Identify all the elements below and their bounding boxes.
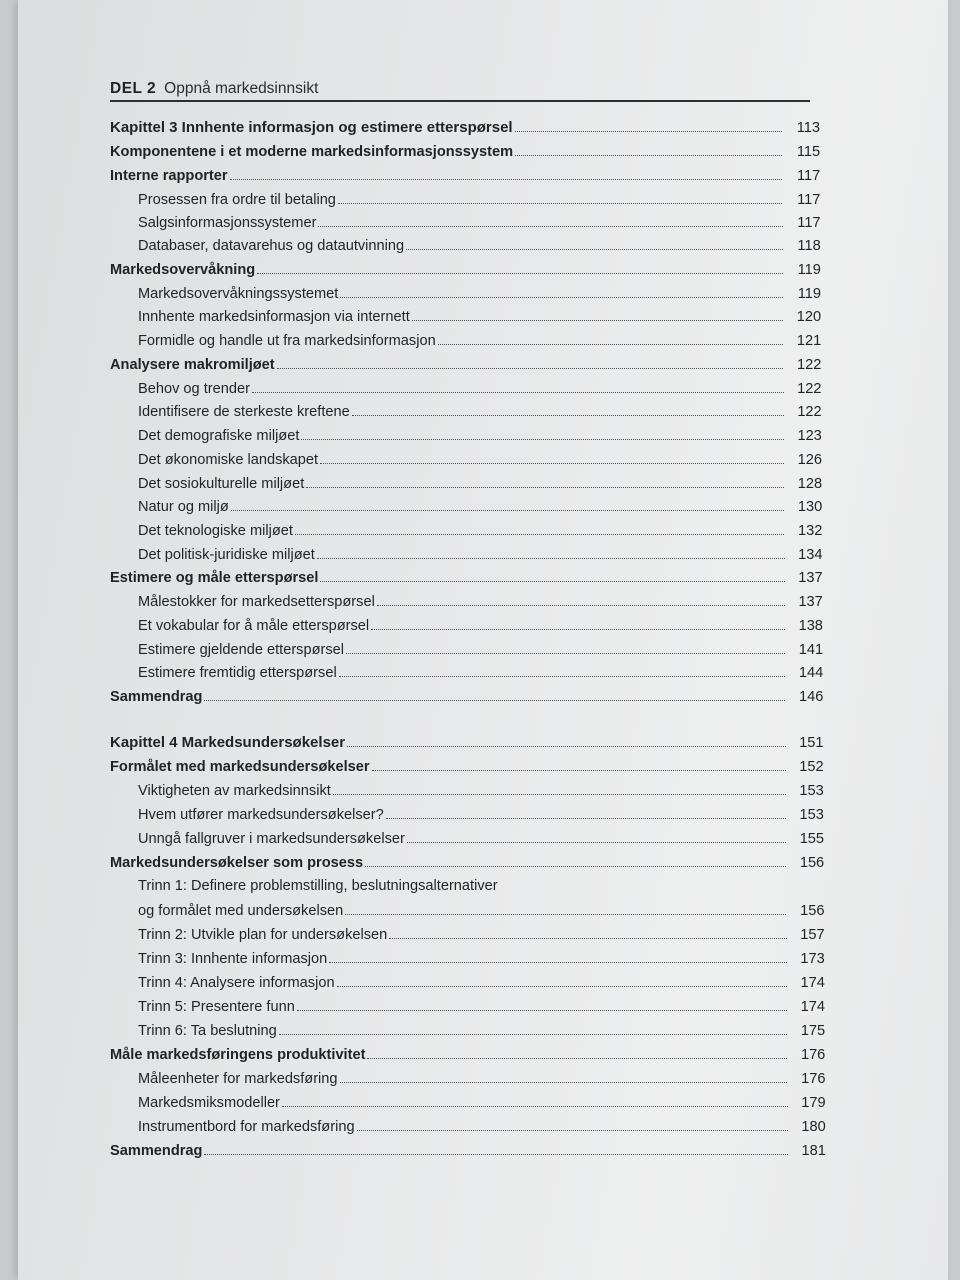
toc-entry-title: Måleenheter for markedsføring	[138, 1071, 338, 1087]
dot-leader	[438, 331, 784, 345]
toc-entry-page: 179	[801, 1095, 826, 1111]
dot-leader	[389, 925, 786, 939]
toc-entry-title: Estimere og måle etterspørsel	[110, 570, 319, 586]
dot-leader	[301, 426, 783, 440]
toc-entry	[110, 355, 821, 373]
dot-leader	[340, 284, 783, 298]
toc-entry	[138, 877, 824, 895]
dot-leader	[295, 521, 784, 535]
toc-entry-title: Estimere fremtidig etterspørsel	[138, 665, 337, 681]
toc-entry-title: Trinn 1: Definere problemstilling, beslutningsalternativer	[138, 878, 498, 894]
dot-leader	[340, 1069, 788, 1083]
toc-entry-page: 174	[800, 999, 826, 1015]
toc-entry	[138, 474, 822, 492]
dot-leader	[338, 190, 782, 204]
toc-entry-page: 156	[799, 855, 825, 871]
book-page	[18, 0, 948, 1280]
toc-entry	[138, 236, 821, 254]
dot-leader	[515, 118, 782, 132]
toc-entry	[110, 260, 821, 278]
toc-entry	[138, 402, 822, 420]
toc-entry-title: Kapittel 4 Markedsundersøkelser	[110, 734, 346, 751]
toc-entry	[110, 687, 823, 705]
toc-entry	[138, 997, 825, 1015]
toc-entry-title: Identifisere de sterkeste kreftene	[138, 404, 350, 420]
dot-leader	[204, 1141, 787, 1155]
toc-entry-title: Analysere makromiljøet	[110, 357, 275, 373]
dot-leader	[297, 997, 787, 1011]
toc-entry	[138, 616, 823, 634]
toc-entry	[138, 640, 823, 658]
toc-entry-title: Behov og trender	[138, 381, 250, 397]
toc-entry	[138, 426, 822, 444]
toc-entry	[138, 497, 822, 515]
toc-entry	[138, 1117, 826, 1135]
toc-entry	[110, 853, 824, 871]
toc-entry-title: Målestokker for markedsetterspørsel	[138, 594, 375, 610]
toc-entry-title: Det politisk-juridiske miljøet	[138, 547, 315, 563]
toc-entry	[138, 331, 821, 349]
toc-entry	[138, 925, 825, 943]
toc-entry-title: Hvem utfører markedsundersøkelser?	[138, 807, 384, 823]
dot-leader	[365, 853, 786, 867]
dot-leader	[279, 1021, 787, 1035]
toc-entry	[138, 190, 820, 208]
toc-entry-title: Det sosiokulturelle miljøet	[138, 476, 305, 492]
dot-leader	[372, 757, 786, 771]
dot-leader	[406, 236, 783, 250]
dot-leader	[337, 973, 787, 987]
toc-entry-page: 175	[800, 1023, 826, 1039]
toc-entry-page: 134	[798, 547, 823, 563]
toc-entry-title: Det økonomiske landskapet	[138, 452, 319, 468]
toc-entry-title: Natur og miljø	[138, 499, 229, 515]
toc-entry-title: Markedsovervåkningssystemet	[138, 286, 339, 302]
toc-entry-title: Prosessen fra ordre til betaling	[138, 192, 336, 208]
toc-entry	[110, 568, 823, 586]
dot-leader	[352, 402, 784, 416]
toc-entry-page: 137	[798, 570, 823, 586]
dot-leader	[277, 355, 784, 369]
toc-entry-page: 130	[797, 499, 823, 515]
toc-entry-title: og formålet med undersøkelsen	[138, 903, 344, 919]
toc-entry	[138, 545, 823, 563]
toc-entry-title: Databaser, datavarehus og datautvinning	[138, 238, 405, 254]
toc-entry-page: 118	[797, 238, 821, 254]
toc-entry-page: 174	[800, 975, 825, 991]
toc-entry	[138, 973, 825, 991]
toc-entry-page: 119	[797, 262, 821, 278]
toc-entry-page: 152	[799, 759, 824, 775]
dot-leader	[282, 1093, 788, 1107]
toc-entry-page: 146	[799, 689, 824, 705]
dot-leader	[320, 568, 784, 582]
toc-entry-title: Et vokabular for å måle etterspørsel	[138, 618, 370, 634]
dot-leader	[320, 450, 784, 464]
toc-entry	[138, 901, 824, 919]
dot-leader	[377, 592, 785, 606]
toc-entry	[138, 1093, 826, 1111]
toc-entry	[110, 757, 824, 775]
dot-leader	[204, 687, 785, 701]
toc-entry-title: Trinn 3: Innhente informasjon	[138, 951, 328, 967]
toc-entry-page: 121	[796, 333, 822, 349]
toc-entry-page: 126	[797, 452, 822, 468]
toc-entry-page: 181	[801, 1143, 826, 1159]
dot-leader	[407, 829, 786, 843]
toc-entry-page: 157	[800, 927, 825, 943]
toc-entry-page: 122	[797, 357, 822, 373]
toc-entry-title: Estimere gjeldende etterspørsel	[138, 642, 345, 658]
table-of-contents	[18, 0, 948, 1280]
toc-entry-page: 122	[797, 381, 822, 397]
dot-leader	[252, 379, 784, 393]
toc-entry-page: 117	[797, 192, 821, 208]
toc-entry-title: Markedsmiksmodeller	[138, 1095, 280, 1111]
dot-leader	[386, 805, 786, 819]
toc-entry-title: Trinn 2: Utvikle plan for undersøkelsen	[138, 927, 388, 943]
dot-leader	[329, 949, 786, 963]
dot-leader	[412, 307, 783, 321]
toc-entry-title: Innhente markedsinformasjon via internett	[138, 309, 410, 325]
toc-entry-page: 153	[799, 807, 824, 823]
toc-entry-page: 176	[801, 1071, 826, 1087]
part-title: Oppnå markedsinnsikt	[164, 80, 319, 97]
toc-entry	[138, 592, 823, 610]
toc-entry	[138, 1021, 825, 1039]
dot-leader	[346, 640, 785, 654]
toc-entry-title: Markedsundersøkelser som prosess	[110, 855, 364, 871]
toc-entry-page: 117	[797, 215, 821, 231]
toc-entry-title: Salgsinformasjonssystemer	[138, 215, 317, 231]
toc-entry-title: Komponentene i et moderne markedsinformasjonssystem	[110, 144, 514, 160]
toc-entry-page: 176	[800, 1047, 826, 1063]
toc-entry-page: 173	[800, 951, 825, 967]
toc-entry-page: 122	[797, 404, 822, 420]
toc-entry-title: Det teknologiske miljøet	[138, 523, 293, 539]
toc-entry	[138, 829, 824, 847]
toc-entry-title: Instrumentbord for markedsføring	[138, 1119, 355, 1135]
toc-entry-title: Markedsovervåkning	[110, 262, 256, 278]
dot-leader	[345, 901, 786, 915]
dot-leader	[230, 166, 783, 180]
toc-entry	[138, 781, 824, 799]
toc-entry	[138, 213, 821, 231]
toc-entry	[138, 1069, 825, 1087]
toc-entry-title: Interne rapporter	[110, 168, 228, 184]
toc-entry-title: Unngå fallgruver i markedsundersøkelser	[138, 831, 405, 847]
toc-entry-page: 113	[796, 120, 820, 136]
dot-leader	[333, 781, 786, 795]
toc-entry	[110, 118, 820, 136]
toc-entry-page: 119	[797, 286, 821, 302]
dot-leader	[317, 545, 785, 559]
toc-entry-page: 151	[799, 735, 824, 751]
toc-entry-page: 123	[797, 428, 822, 444]
toc-entry-page: 141	[798, 642, 824, 658]
toc-entry-title: Trinn 4: Analysere informasjon	[138, 975, 335, 991]
dot-leader	[500, 877, 787, 890]
toc-entry-page: 120	[796, 309, 822, 325]
toc-entry	[110, 166, 820, 184]
toc-entry	[138, 521, 822, 539]
toc-entry-page: 128	[797, 476, 823, 492]
toc-entry-page: 155	[799, 831, 825, 847]
toc-entry	[138, 284, 821, 302]
toc-entry-title: Måle markedsføringens produktivitet	[110, 1047, 366, 1063]
toc-entry	[138, 805, 824, 823]
dot-leader	[306, 474, 784, 488]
toc-entry-title: Sammendrag	[110, 689, 203, 705]
toc-entry-title: Kapittel 3 Innhente informasjon og estimere etterspørsel	[110, 119, 513, 136]
dot-leader	[347, 733, 785, 747]
toc-entry	[138, 949, 825, 967]
toc-entry-title: Viktigheten av markedsinnsikt	[138, 783, 331, 799]
toc-entry-page: 115	[796, 144, 821, 160]
toc-entry-title: Sammendrag	[110, 1143, 203, 1159]
toc-entry-page: 156	[800, 903, 825, 919]
toc-entry	[138, 379, 822, 397]
toc-entry-title: Formålet med markedsundersøkelser	[110, 759, 370, 775]
toc-entry-page: 132	[798, 523, 823, 539]
toc-entry-title: Trinn 6: Ta beslutning	[138, 1023, 277, 1039]
toc-entry-page: 138	[798, 618, 823, 634]
toc-entry-page: 137	[798, 594, 823, 610]
dot-leader	[367, 1045, 787, 1059]
dot-leader	[231, 497, 784, 511]
dot-leader	[339, 663, 786, 677]
dot-leader	[318, 213, 782, 227]
toc-entry	[110, 733, 824, 751]
dot-leader	[371, 616, 785, 630]
dot-leader	[515, 142, 782, 156]
toc-entry-title: Formidle og handle ut fra markedsinformasjon	[138, 333, 436, 349]
toc-entry	[110, 1141, 826, 1159]
toc-entry-page: 180	[801, 1119, 826, 1135]
dot-leader	[257, 260, 783, 274]
part-number: DEL 2	[110, 80, 157, 97]
toc-entry-page: 153	[799, 783, 824, 799]
toc-entry	[110, 142, 820, 160]
toc-entry	[138, 307, 821, 325]
toc-entry-page: 117	[797, 168, 821, 184]
toc-entry	[110, 1045, 825, 1063]
toc-entry-title: Trinn 5: Presentere funn	[138, 999, 295, 1015]
dot-leader	[357, 1117, 788, 1131]
toc-entry	[138, 663, 823, 681]
toc-entry-title: Det demografiske miljøet	[138, 428, 300, 444]
toc-entry-page: 144	[798, 665, 824, 681]
toc-entry	[138, 450, 822, 468]
